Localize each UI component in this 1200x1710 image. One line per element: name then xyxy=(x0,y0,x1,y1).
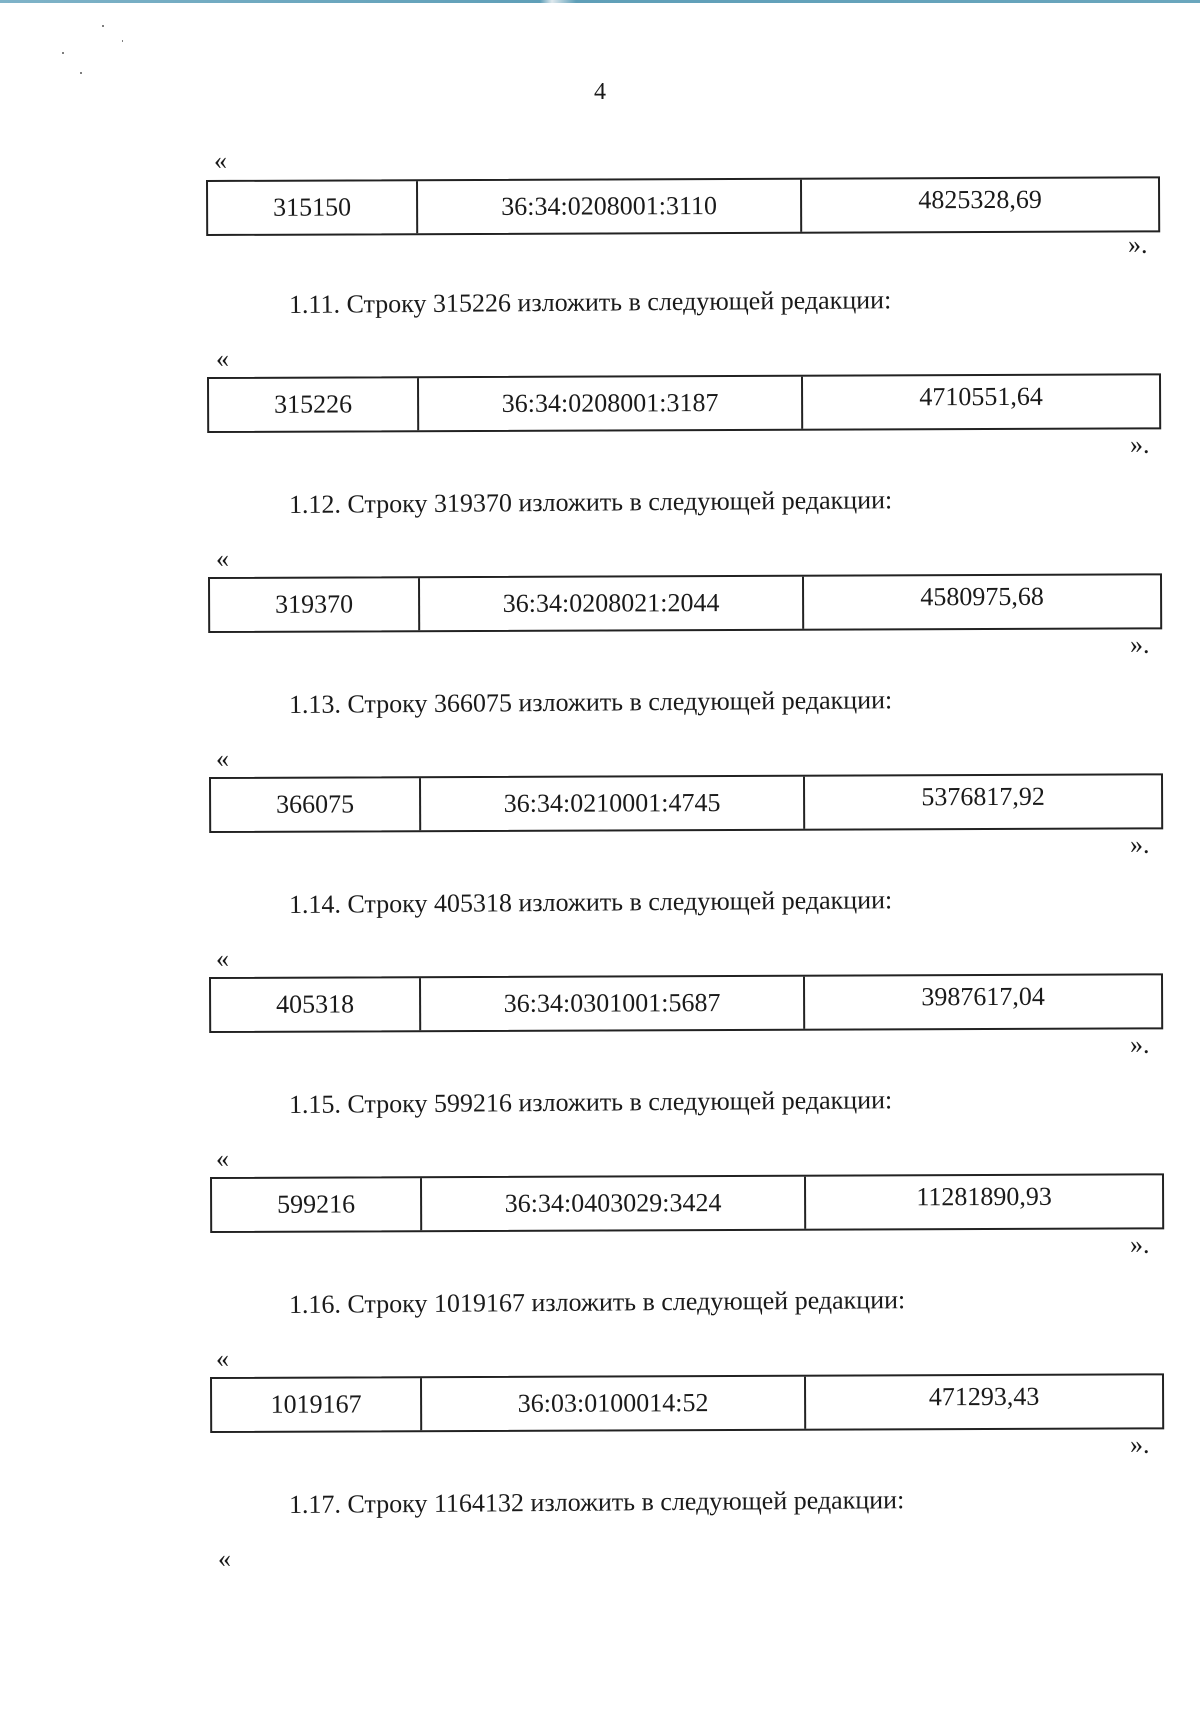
scan-speck xyxy=(62,52,64,54)
row-number-cell: 315226 xyxy=(209,378,419,431)
scan-top-edge xyxy=(0,0,1200,3)
table-row xyxy=(209,773,1163,833)
cadastral-value-cell: 5376817,92 xyxy=(921,781,1045,812)
amendment-heading: 1.13. Строку 366075 изложить в следующей редакции: xyxy=(288,685,893,719)
amendment-heading: 1.14. Строку 405318 изложить в следующей редакции: xyxy=(288,885,893,919)
open-quote: « xyxy=(216,544,229,573)
scan-speck xyxy=(80,72,82,74)
open-quote: « xyxy=(216,944,229,973)
row-number-cell: 315150 xyxy=(208,181,418,234)
cadastral-number-cell: 36:34:0301001:5687 xyxy=(421,977,805,1030)
close-quote: ». xyxy=(1130,1030,1150,1059)
open-quote: « xyxy=(214,146,227,175)
close-quote: ». xyxy=(1128,230,1148,259)
open-quote: « xyxy=(216,344,229,373)
cadastral-value-cell: 4580975,68 xyxy=(920,581,1044,612)
amendment-heading: 1.17. Строку 1164132 изложить в следующей редакции: xyxy=(288,1485,905,1519)
close-quote: ». xyxy=(1130,1430,1150,1459)
row-number-cell: 366075 xyxy=(211,778,421,831)
row-number-cell: 405318 xyxy=(211,978,421,1031)
cadastral-number-cell: 36:34:0210001:4745 xyxy=(421,777,805,830)
close-quote: ». xyxy=(1130,430,1150,459)
page-number: 4 xyxy=(594,79,606,105)
table-row xyxy=(206,176,1160,236)
table-row xyxy=(210,1173,1164,1233)
cadastral-value-cell: 4710551,64 xyxy=(919,381,1043,412)
amendment-heading: 1.12. Строку 319370 изложить в следующей редакции: xyxy=(288,485,893,519)
row-number-cell: 599216 xyxy=(212,1178,422,1231)
close-quote: ». xyxy=(1130,1230,1150,1259)
cadastral-value-cell: 471293,43 xyxy=(928,1381,1040,1412)
open-quote: « xyxy=(218,1544,231,1573)
close-quote: ». xyxy=(1130,630,1150,659)
cadastral-number-cell: 36:34:0208001:3187 xyxy=(419,377,803,430)
row-number-cell: 319370 xyxy=(210,578,420,631)
open-quote: « xyxy=(216,1344,229,1373)
table-row xyxy=(208,573,1162,633)
amendment-heading: 1.16. Строку 1019167 изложить в следующей редакции: xyxy=(288,1285,906,1319)
row-number-cell: 1019167 xyxy=(212,1378,422,1431)
amendment-heading: 1.15. Строку 599216 изложить в следующей редакции: xyxy=(288,1085,893,1119)
scan-speck xyxy=(122,40,123,42)
open-quote: « xyxy=(216,1144,229,1173)
open-quote: « xyxy=(216,744,229,773)
cadastral-number-cell: 36:34:0208021:2044 xyxy=(420,577,804,630)
cadastral-number-cell: 36:34:0208001:3110 xyxy=(418,180,802,233)
close-quote: ». xyxy=(1130,830,1150,859)
table-row xyxy=(207,373,1161,433)
table-row xyxy=(209,973,1163,1033)
table-row xyxy=(210,1373,1164,1433)
amendment-heading: 1.11. Строку 315226 изложить в следующей редакции: xyxy=(288,285,892,319)
cadastral-value-cell: 4825328,69 xyxy=(918,184,1042,215)
cadastral-value-cell: 11281890,93 xyxy=(916,1181,1052,1212)
cadastral-number-cell: 36:03:0100014:52 xyxy=(422,1377,806,1430)
scan-speck xyxy=(102,25,104,27)
cadastral-value-cell: 3987617,04 xyxy=(921,981,1045,1012)
cadastral-number-cell: 36:34:0403029:3424 xyxy=(422,1177,806,1230)
